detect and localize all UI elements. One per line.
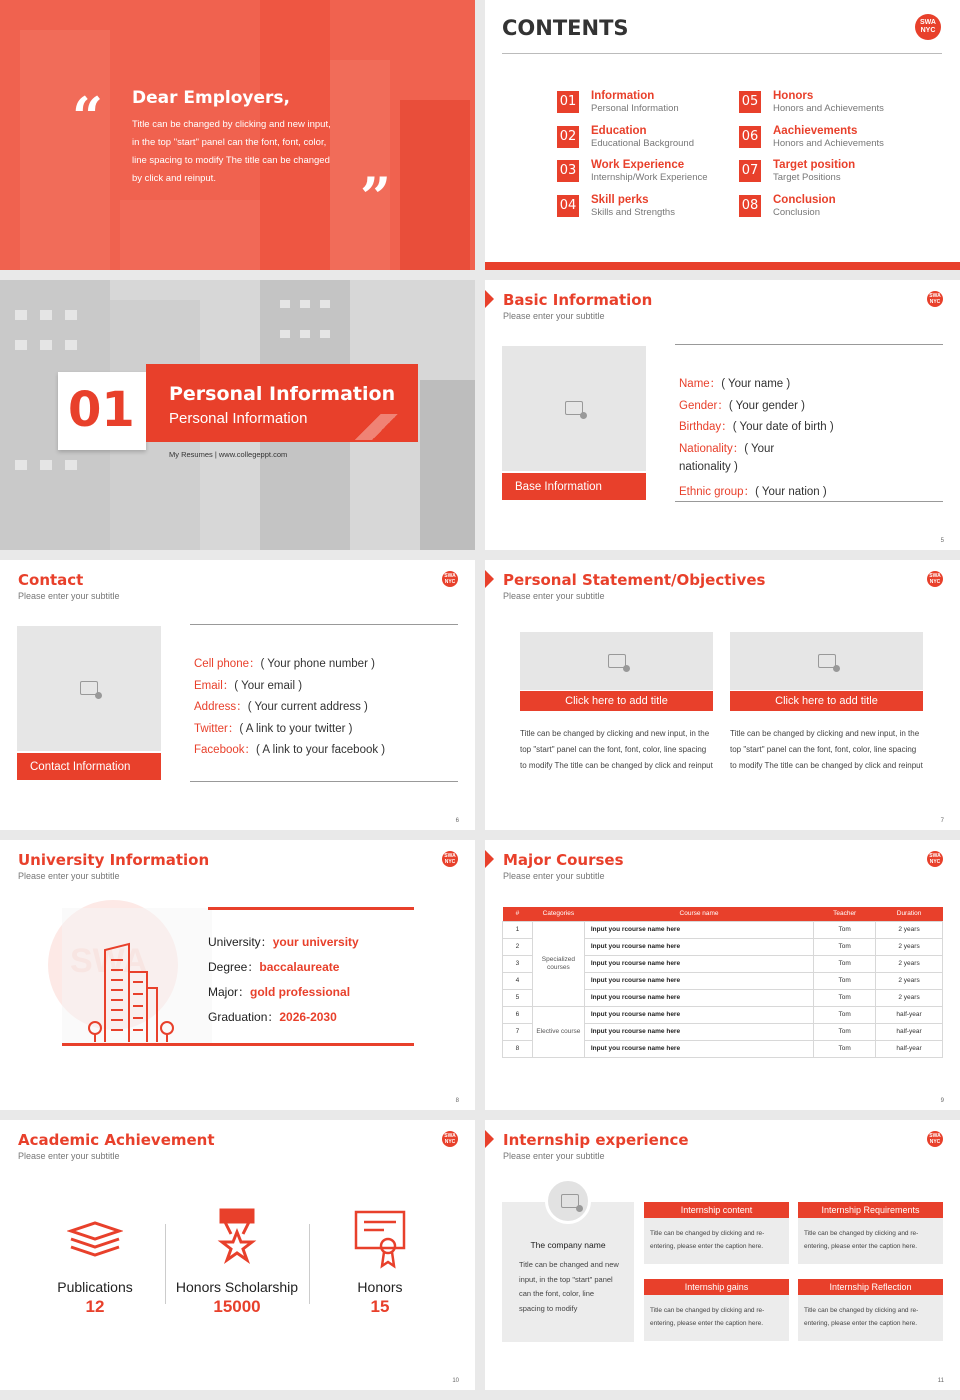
image-placeholder-icon [80, 681, 98, 695]
table-header-cell: Course name [679, 910, 719, 918]
course-name-cell[interactable]: Input you rcourse name here [584, 938, 813, 955]
contact-field [194, 741, 385, 757]
table-row [503, 921, 943, 938]
contents-item[interactable] [557, 125, 727, 151]
row-number: 3 [503, 955, 533, 972]
university-field-key: Graduation： [208, 1010, 280, 1024]
contents-item[interactable] [557, 159, 727, 185]
row-number: 1 [503, 921, 533, 938]
logo-badge: SWA NYC [442, 1131, 458, 1147]
page-number: 7 [940, 818, 944, 824]
info-field-value[interactable]: ( Your [744, 442, 775, 455]
row-number: 5 [503, 989, 533, 1006]
contact-field [194, 677, 302, 693]
logo-badge: SWA NYC [927, 291, 943, 307]
contents-item-subtitle: Internship/Work Experience [591, 172, 708, 183]
internship-box-body: Title can be changed by clicking and re-entering, please enter the caption here. [798, 1218, 943, 1264]
info-field [679, 483, 827, 499]
duration-cell: 2 years [876, 955, 943, 972]
row-number: 2 [503, 938, 533, 955]
slide-cover[interactable] [0, 0, 475, 270]
statement-card-text: Title can be changed by clicking and new input, in the top "start" panel can the font, font, color, line spacing to modify The title can be changed by click and reinput [520, 729, 713, 770]
contents-item[interactable] [739, 159, 909, 185]
table-row [503, 1006, 943, 1023]
teacher-cell: Tom [814, 989, 876, 1006]
contents-item-title: Aachievements [773, 124, 858, 137]
statement-image-placeholder[interactable] [520, 632, 713, 690]
slide-contact[interactable] [0, 560, 475, 830]
info-field-value[interactable]: ( Your date of birth ) [732, 421, 834, 434]
photo-label: Base Information [502, 473, 646, 500]
teacher-cell: Tom [814, 972, 876, 989]
slide-title: University Information [18, 851, 210, 869]
info-field-value[interactable]: ( Your nation ) [755, 486, 827, 498]
contents-item-subtitle: Honors and Achievements [773, 137, 884, 149]
contact-field-value[interactable]: ( A link to your facebook ) [256, 744, 386, 757]
stat-label: Publications [57, 1279, 133, 1295]
contact-field [194, 655, 375, 671]
page-number: 8 [455, 1098, 459, 1104]
section-footer: My Resumes | www.collegeppt.com [169, 450, 288, 459]
stat-value: 15000 [213, 1297, 261, 1316]
duration-cell: 2 years [876, 989, 943, 1006]
logo-badge: SWA NYC [442, 851, 458, 867]
table-header-row [503, 907, 943, 921]
header-triangle [485, 290, 494, 308]
logo-badge: SWA NYC [927, 571, 943, 587]
info-field-key: Birthday： [679, 421, 733, 434]
university-field [208, 958, 339, 975]
internship-box-body: Title can be changed by clicking and re-entering, please enter the caption here. [644, 1218, 789, 1264]
contents-item-title: Skill perks [591, 193, 649, 206]
info-divider-bottom [62, 1043, 414, 1046]
cover-body: Title can be changed by clicking and new input, in the top "start" panel can the font, font, color, line spacing to modify The title can be changed by click and reinput. [132, 119, 331, 184]
contents-item-subtitle: Skills and Strengths [591, 206, 675, 218]
table-header-cell: Teacher [833, 910, 857, 918]
decorative-stripes [355, 414, 415, 440]
contents-item[interactable] [557, 194, 727, 220]
statement-card-title[interactable]: Click here to add title [730, 691, 923, 711]
contents-item-title: Work Experience [591, 159, 685, 171]
contents-item-number: 08 [739, 195, 761, 217]
slide-contents[interactable] [485, 0, 960, 270]
fields-divider-top [190, 624, 458, 625]
contents-item[interactable] [557, 90, 727, 116]
contents-item-number: 06 [739, 126, 761, 148]
contents-divider [502, 53, 942, 54]
info-field-value[interactable]: ( Your name ) [721, 378, 791, 390]
category-cell: Elective course [532, 1006, 584, 1057]
duration-cell: half-year [876, 1006, 943, 1023]
duration-cell: 2 years [876, 921, 943, 938]
contents-item-title: Target position [773, 159, 856, 171]
category-cell: Specialized courses [532, 921, 584, 1006]
contact-field-key: Cell phone： [194, 658, 261, 670]
teacher-cell: Tom [814, 921, 876, 938]
info-field-key: Name： [679, 378, 722, 390]
internship-box-title[interactable]: Internship Requirements [798, 1202, 943, 1218]
contents-item-subtitle: Personal Information [591, 103, 679, 114]
contents-title: CONTENTS [502, 16, 629, 40]
statement-card-text: Title can be changed by clicking and new input, in the top "start" panel can the font, font, color, line spacing to modify The title can be changed by click and reinput [730, 729, 923, 770]
header-triangle [485, 850, 494, 868]
image-placeholder-icon [565, 401, 583, 415]
stat-label: Honors [357, 1279, 403, 1295]
internship-box-body: Title can be changed by clicking and re-entering, please enter the caption here. [798, 1295, 943, 1341]
contents-item-title: Conclusion [773, 193, 836, 206]
image-placeholder-icon [818, 654, 836, 668]
university-field-value: gold professional [250, 985, 351, 999]
slide-personal-statement[interactable] [485, 560, 960, 830]
course-name-cell[interactable]: Input you rcourse name here [584, 1040, 813, 1057]
info-field-key: Nationality： [679, 442, 745, 455]
slide-internship[interactable] [485, 1120, 960, 1390]
quote-open-icon: “ [72, 85, 104, 149]
image-placeholder-icon [608, 654, 626, 668]
contents-item-title: Information [591, 90, 655, 102]
company-text: Title can be changed and new input, in the top "start" panel can the font, color, line spacing to modify [519, 1260, 619, 1313]
contents-item-subtitle: Educational Background [591, 137, 694, 149]
slide-title: Contact [18, 571, 84, 589]
building-icon [85, 942, 175, 1042]
fields-divider-bottom [675, 501, 943, 502]
slide-section-01[interactable] [0, 280, 475, 550]
logo-badge: SWA NYC [915, 14, 941, 40]
contact-field-key: Email： [194, 679, 235, 692]
university-field [208, 933, 359, 950]
contents-item-subtitle: Target Positions [773, 172, 841, 183]
section-number: 01 [68, 382, 135, 438]
company-avatar[interactable] [545, 1178, 591, 1224]
contact-field-value[interactable]: ( Your email ) [234, 679, 303, 692]
slide-major-courses[interactable] [485, 840, 960, 1110]
info-field-key: Ethnic group： [679, 486, 756, 498]
slide-subtitle: Please enter your subtitle [18, 1151, 120, 1161]
course-name-cell[interactable]: Input you rcourse name here [584, 955, 813, 972]
header-triangle [485, 1130, 494, 1148]
contact-field-key: Facebook： [194, 744, 257, 757]
row-number: 8 [503, 1040, 533, 1057]
contact-field [194, 720, 353, 736]
university-field-value: baccalaureate [259, 960, 340, 974]
contents-item-number: 07 [739, 160, 761, 182]
stat-value: 15 [370, 1297, 390, 1316]
fields-divider-bottom [190, 781, 458, 782]
medal-icon [217, 1208, 257, 1266]
contents-item-number: 01 [557, 91, 579, 113]
image-placeholder-icon [561, 1194, 579, 1208]
contents-item-number: 04 [557, 195, 579, 217]
contents-item-number: 02 [557, 126, 579, 148]
course-table [502, 907, 943, 1058]
slide-academic-achievement[interactable] [0, 1120, 475, 1390]
logo-badge: SWA NYC [927, 1131, 943, 1147]
slide-title: Personal Statement/Objectives [503, 571, 766, 589]
info-field [679, 375, 790, 391]
company-name: The company name [530, 1240, 606, 1250]
contents-bottom-bar [485, 262, 960, 270]
stat-value: 12 [85, 1297, 105, 1316]
duration-cell: half-year [876, 1023, 943, 1040]
contents-item-subtitle: Honors and Achievements [773, 103, 884, 114]
university-field [208, 1008, 337, 1025]
page-number: 5 [940, 538, 944, 544]
course-name-cell[interactable]: Input you rcourse name here [584, 1006, 813, 1023]
slide-title: Internship experience [503, 1131, 689, 1149]
table-header-cell: Categories [542, 910, 575, 918]
info-field [679, 440, 774, 456]
info-field-key: Gender： [679, 399, 729, 412]
slide-subtitle: Please enter your subtitle [503, 1151, 605, 1161]
internship-box-body: Title can be changed by clicking and re-entering, please enter the caption here. [644, 1295, 789, 1341]
contact-field-key: Twitter： [194, 722, 240, 735]
page-number: 9 [940, 1098, 944, 1104]
table-header-cell: # [515, 910, 520, 918]
info-field-value[interactable]: ( Your gender ) [728, 399, 805, 412]
logo-badge: SWA NYC [927, 851, 943, 867]
table-header-cell: Duration [896, 910, 922, 918]
slide-title: Academic Achievement [18, 1131, 215, 1149]
info-field [679, 397, 805, 413]
certificate-icon [354, 1210, 406, 1270]
row-number: 4 [503, 972, 533, 989]
contact-field-value[interactable]: ( Your phone number ) [260, 658, 375, 670]
contents-item-number: 03 [557, 160, 579, 182]
photo-label: Contact Information [17, 753, 161, 780]
stat-label: Honors Scholarship [175, 1279, 299, 1295]
header-triangle [485, 570, 494, 588]
photo-placeholder[interactable] [17, 626, 161, 751]
university-field-key: Major： [208, 985, 251, 999]
contents-item[interactable] [739, 125, 909, 151]
duration-cell: half-year [876, 1040, 943, 1057]
slide-basic-information[interactable] [485, 280, 960, 550]
course-name-cell[interactable]: Input you rcourse name here [584, 972, 813, 989]
slide-subtitle: Please enter your subtitle [503, 311, 605, 321]
section-subtitle: Personal Information [169, 410, 308, 427]
slide-subtitle: Please enter your subtitle [18, 871, 120, 881]
cover-title: Dear Employers, [132, 88, 290, 108]
contents-item-subtitle: Conclusion [773, 206, 820, 218]
logo-badge: SWA NYC [442, 571, 458, 587]
row-number: 6 [503, 1006, 533, 1023]
university-field-value: 2026-2030 [279, 1010, 337, 1024]
row-number: 7 [503, 1023, 533, 1040]
info-field-value[interactable]: nationality ) [679, 461, 738, 474]
contents-item-title: Education [591, 124, 647, 137]
course-name-cell[interactable]: Input you rcourse name here [584, 921, 813, 938]
contents-item[interactable] [739, 90, 909, 116]
contents-item-title: Honors [773, 90, 814, 102]
contact-field-value[interactable]: ( Your current address ) [247, 701, 368, 714]
university-field-value: your university [272, 935, 359, 949]
teacher-cell: Tom [814, 1006, 876, 1023]
info-field [679, 461, 738, 473]
slide-title: Basic Information [503, 291, 653, 309]
quote-close-icon: ” [360, 165, 392, 229]
contact-field-value[interactable]: ( A link to your twitter ) [239, 722, 353, 735]
university-field-key: Degree： [208, 960, 260, 974]
slide-subtitle: Please enter your subtitle [18, 591, 120, 601]
page-number: 11 [937, 1378, 944, 1384]
slide-title: Major Courses [503, 851, 624, 869]
statement-image-placeholder[interactable] [730, 632, 923, 690]
contact-field [194, 698, 368, 714]
contact-field-key: Address： [194, 701, 248, 714]
books-icon [67, 1213, 123, 1259]
teacher-cell: Tom [814, 938, 876, 955]
info-divider-top [208, 907, 414, 910]
contents-item-number: 05 [739, 91, 761, 113]
photo-placeholder[interactable] [502, 346, 646, 471]
page-number: 6 [455, 818, 459, 824]
duration-cell: 2 years [876, 938, 943, 955]
course-name-cell[interactable]: Input you rcourse name here [584, 1023, 813, 1040]
contents-item[interactable] [739, 194, 909, 220]
slide-university[interactable] [0, 840, 475, 1110]
section-title: Personal Information [169, 383, 396, 405]
internship-box-title[interactable]: Internship gains [644, 1279, 789, 1295]
statement-card-title[interactable]: Click here to add title [520, 691, 713, 711]
university-field [208, 983, 350, 1000]
slide-subtitle: Please enter your subtitle [503, 871, 605, 881]
course-name-cell[interactable]: Input you rcourse name here [584, 989, 813, 1006]
page-number: 10 [452, 1378, 459, 1384]
teacher-cell: Tom [814, 1040, 876, 1057]
slide-subtitle: Please enter your subtitle [503, 591, 605, 601]
internship-box-title[interactable]: Internship content [644, 1202, 789, 1218]
teacher-cell: Tom [814, 1023, 876, 1040]
internship-box-title[interactable]: Internship Reflection [798, 1279, 943, 1295]
duration-cell: 2 years [876, 972, 943, 989]
university-field-key: University： [208, 935, 273, 949]
teacher-cell: Tom [814, 955, 876, 972]
info-field [679, 418, 834, 434]
fields-divider-top [675, 344, 943, 345]
